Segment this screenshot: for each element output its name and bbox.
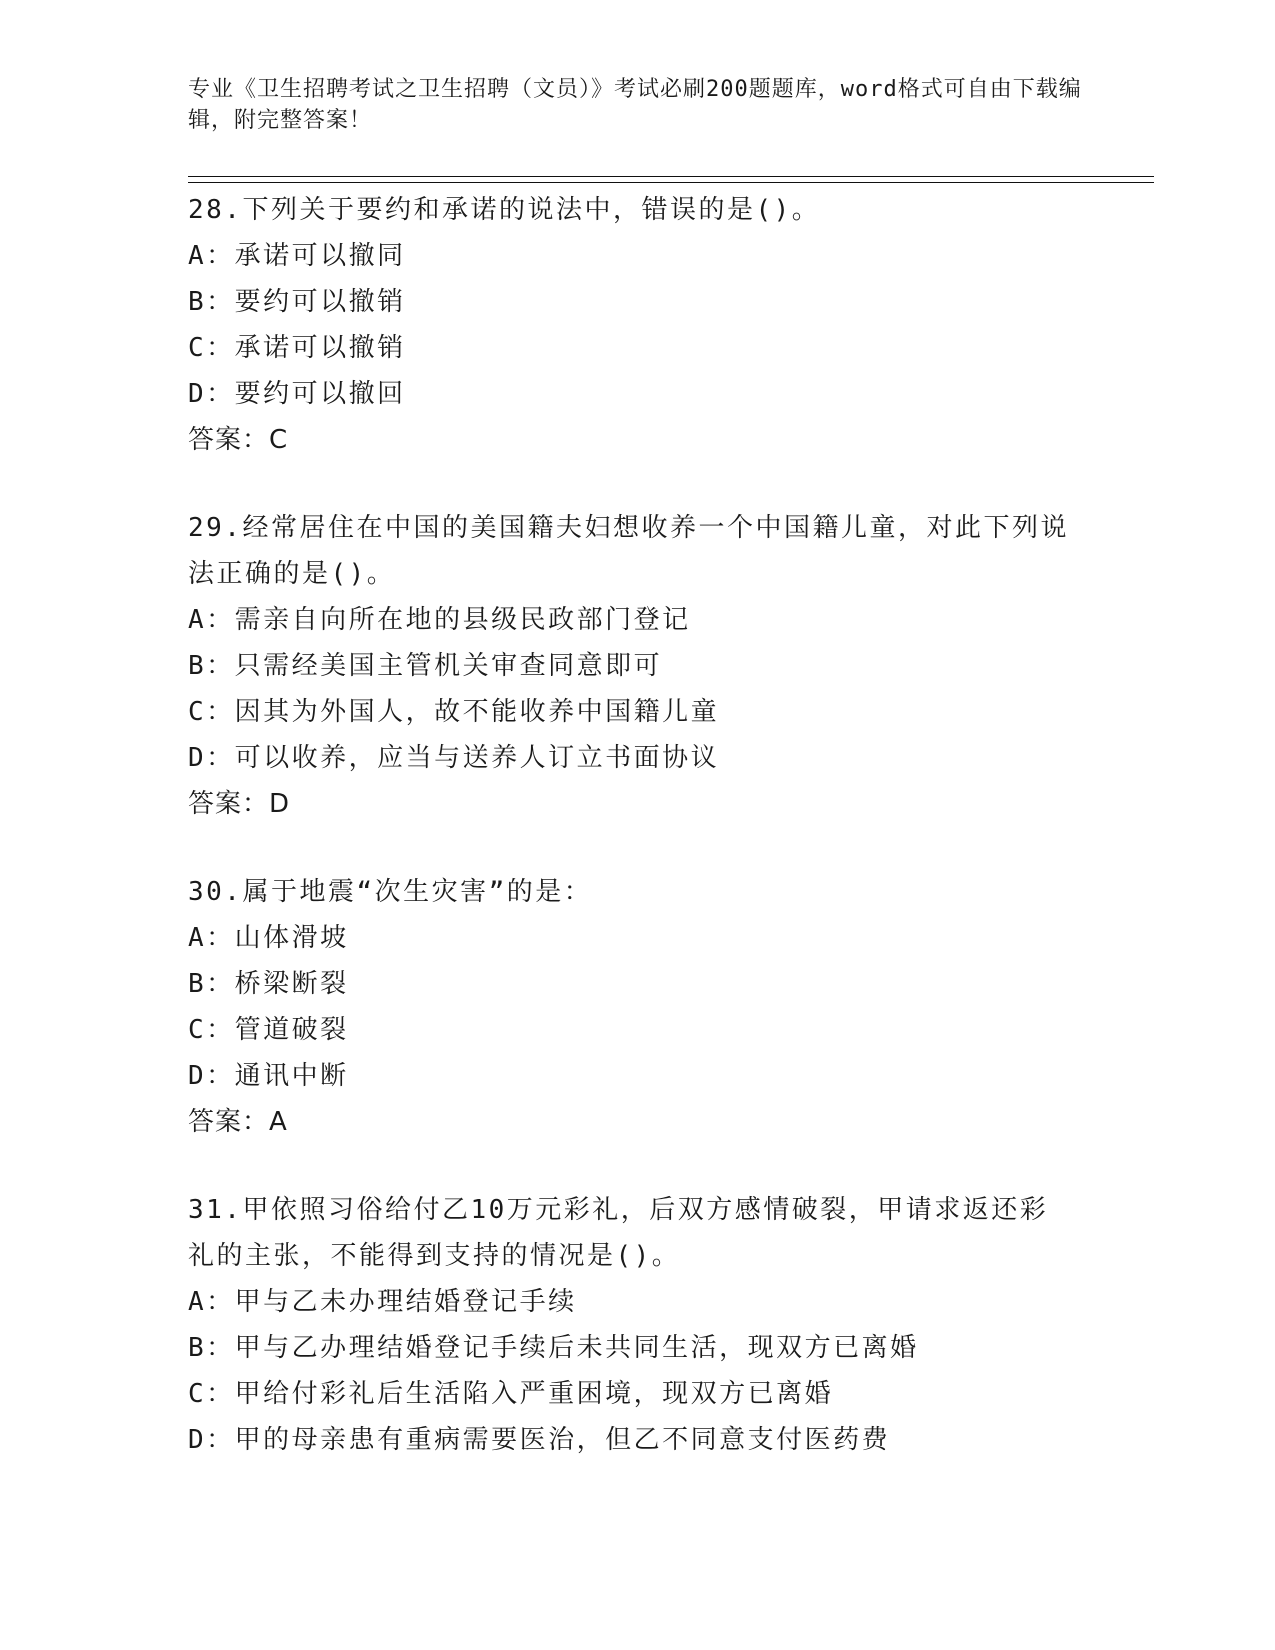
option-b: B：甲与乙办理结婚登记手续后未共同生活，现双方已离婚	[188, 1333, 919, 1363]
question-stem: 29.经常居住在中国的美国籍夫妇想收养一个中国籍儿童，对此下列说	[188, 513, 1069, 543]
option-a: A：承诺可以撤同	[188, 241, 406, 271]
header-rule-top	[188, 176, 1154, 177]
question-stem: 31.甲依照习俗给付乙10万元彩礼，后双方感情破裂，甲请求返还彩	[188, 1195, 1049, 1225]
option-a: A：甲与乙未办理结婚登记手续	[188, 1287, 577, 1317]
header-rule-bottom	[188, 182, 1154, 183]
question-stem-continued: 法正确的是()。	[188, 559, 396, 589]
option-d: D：可以收养，应当与送养人订立书面协议	[188, 743, 720, 773]
option-a: A：山体滑坡	[188, 923, 349, 953]
option-c: C：管道破裂	[188, 1015, 349, 1045]
option-a: A：需亲自向所在地的县级民政部门登记	[188, 605, 691, 635]
answer-label: 答案：A	[188, 1107, 288, 1137]
option-c: C：承诺可以撤销	[188, 333, 406, 363]
question-30	[188, 869, 1138, 1145]
question-31	[188, 1187, 1138, 1463]
question-stem: 28.下列关于要约和承诺的说法中，错误的是()。	[188, 195, 821, 225]
option-b: B：只需经美国主管机关审查同意即可	[188, 651, 663, 681]
answer-label: 答案：D	[188, 789, 291, 819]
answer-label: 答案：C	[188, 425, 289, 455]
option-c: C：因其为外国人，故不能收养中国籍儿童	[188, 697, 720, 727]
question-29	[188, 505, 1138, 827]
question-28	[188, 187, 1138, 463]
option-b: B：桥梁断裂	[188, 969, 349, 999]
option-c: C：甲给付彩礼后生活陷入严重困境，现双方已离婚	[188, 1379, 834, 1409]
option-b: B：要约可以撤销	[188, 287, 406, 317]
document-header: 专业《卫生招聘考试之卫生招聘（文员）》考试必刷200题题库，word格式可自由下载编辑，附完整答案！	[188, 77, 1082, 133]
option-d: D：通讯中断	[188, 1061, 349, 1091]
question-list	[188, 187, 1138, 1505]
option-d: D：要约可以撤回	[188, 379, 406, 409]
question-stem-continued: 礼的主张，不能得到支持的情况是()。	[188, 1241, 681, 1271]
option-d: D：甲的母亲患有重病需要医治，但乙不同意支付医药费	[188, 1425, 891, 1455]
question-stem: 30.属于地震“次生灾害”的是：	[188, 877, 593, 907]
